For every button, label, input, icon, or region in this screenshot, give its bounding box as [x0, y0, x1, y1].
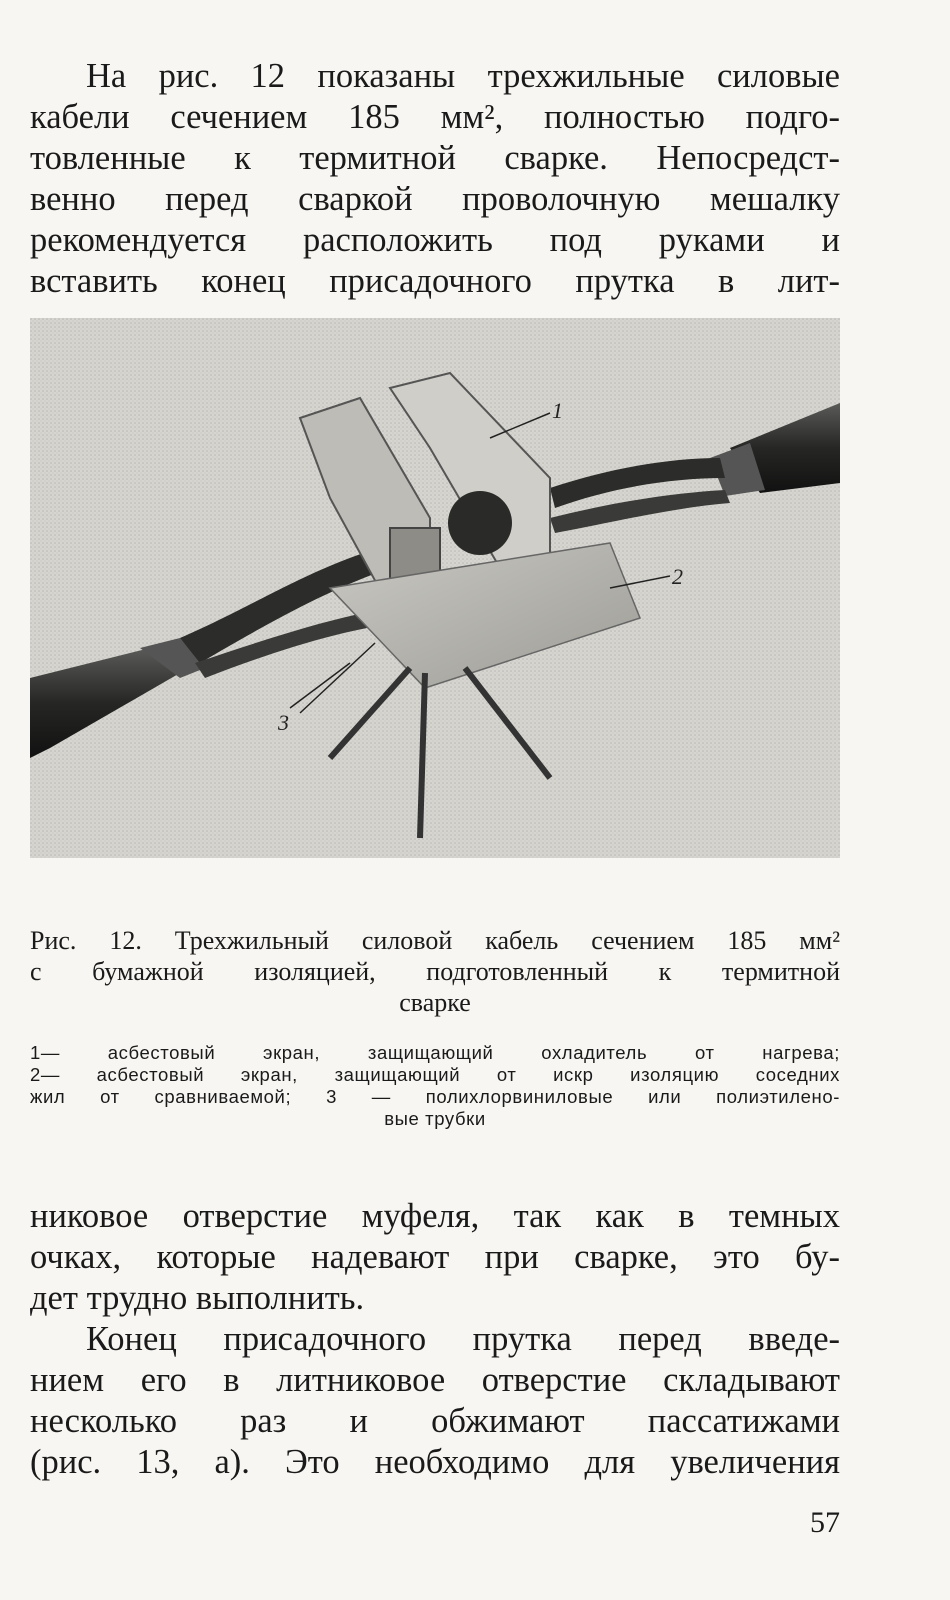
legend-line: 2— асбестовый экран, защищающий от искр изоляцию соседних	[30, 1064, 840, 1085]
figure-legend	[30, 1042, 840, 1130]
text-line: кабели сечением 185 мм², полностью подго-	[30, 98, 840, 136]
caption-line: с бумажной изоляцией, подготовленный к термитной	[30, 957, 840, 986]
text-line: Конец присадочного прутка перед введе-	[86, 1320, 840, 1358]
text-line: На рис. 12 показаны трехжильные силовые	[86, 57, 840, 95]
legend-line: вые трубки	[384, 1108, 486, 1129]
figure-label-1: 1	[552, 398, 563, 423]
text-line: нием его в литниковое отверстие складывают	[30, 1361, 840, 1399]
caption-line: сварке	[399, 988, 471, 1017]
paragraph-rod-end	[30, 1319, 840, 1483]
text-line: очках, которые надевают при сварке, это бу-	[30, 1238, 840, 1276]
text-line: (рис. 13, а). Это необходимо для увеличения	[30, 1443, 840, 1481]
cable-photo-illustration	[30, 318, 840, 858]
legend-line: жил от сравниваемой; 3 — полихлорвиниловые или полиэтилено-	[30, 1086, 840, 1107]
paragraph-continuation	[30, 1196, 840, 1319]
text-line: рекомендуется расположить под руками и	[30, 221, 840, 259]
figure-caption	[30, 925, 840, 1018]
page-number: 57	[810, 1506, 840, 1539]
text-line: дет трудно выполнить.	[30, 1279, 365, 1317]
figure-label-3: 3	[278, 710, 289, 735]
text-line: никовое отверстие муфеля, так как в темных	[30, 1197, 840, 1235]
text-line: несколько раз и обжимают пассатижами	[30, 1402, 840, 1440]
legend-line: 1— асбестовый экран, защищающий охладитель от нагрева;	[30, 1042, 840, 1063]
text-line: венно перед сваркой проволочную мешалку	[30, 180, 840, 218]
paragraph-intro	[30, 56, 840, 302]
caption-line: Рис. 12. Трехжильный силовой кабель сечением 185 мм²	[30, 926, 840, 955]
figure-label-2: 2	[672, 564, 683, 589]
cable-photo-figure	[30, 318, 840, 858]
text-line: товленные к термитной сварке. Непосредст-	[30, 139, 840, 177]
text-line: вставить конец присадочного прутка в лит-	[30, 262, 840, 300]
